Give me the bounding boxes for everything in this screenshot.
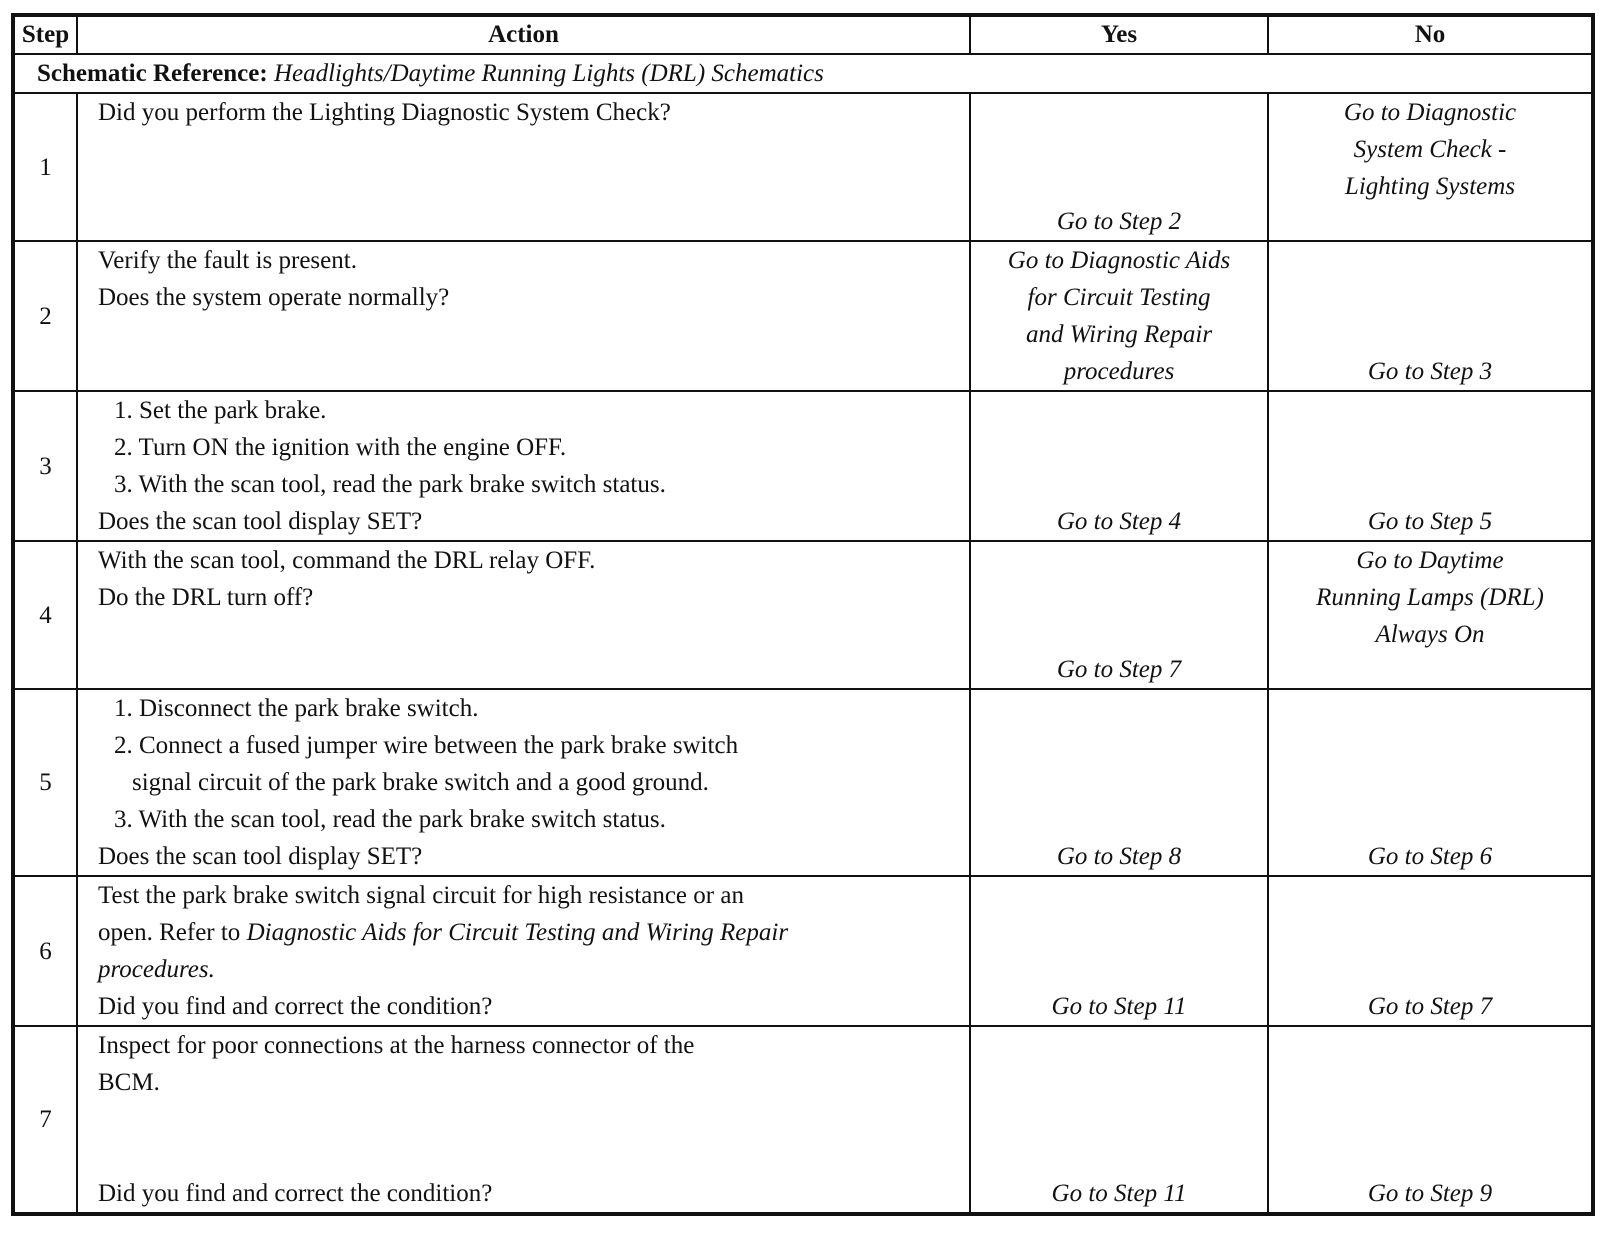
step-number: 3 bbox=[13, 391, 77, 541]
header-yes: Yes bbox=[970, 15, 1268, 54]
no-link-line[interactable]: Go to Daytime bbox=[1356, 547, 1504, 574]
yes-cell bbox=[970, 1026, 1268, 1214]
yes-link[interactable]: Go to Step 8 bbox=[1056, 843, 1182, 870]
schematic-reference-label: Schematic Reference: bbox=[37, 60, 268, 87]
no-cell bbox=[1268, 241, 1593, 391]
action-substep: 2. Turn ON the ignition with the engine OFF. bbox=[114, 434, 567, 461]
no-cell bbox=[1268, 391, 1593, 541]
no-cell bbox=[1268, 876, 1593, 1026]
table-row-step-4 bbox=[13, 541, 1593, 689]
action-cell bbox=[77, 391, 970, 541]
yes-link[interactable]: Go to Step 11 bbox=[1051, 993, 1187, 1020]
table-row-step-3 bbox=[13, 391, 1593, 541]
yes-link-line[interactable]: Go to Diagnostic Aids bbox=[1007, 247, 1231, 274]
no-link-line[interactable]: System Check - bbox=[1353, 136, 1507, 163]
yes-cell bbox=[970, 93, 1268, 241]
action-text: Test the park brake switch signal circuit for high resistance or an bbox=[98, 882, 744, 909]
yes-link[interactable]: Go to Step 11 bbox=[1051, 1180, 1187, 1207]
action-substep-continued: signal circuit of the park brake switch and a good ground. bbox=[132, 769, 709, 796]
no-link[interactable]: Go to Step 6 bbox=[1367, 843, 1493, 870]
action-text: BCM. bbox=[98, 1069, 160, 1096]
action-text-line bbox=[98, 914, 961, 951]
action-refer-text: open. Refer to bbox=[98, 919, 247, 946]
action-cell bbox=[77, 689, 970, 876]
action-substep: 1. Set the park brake. bbox=[114, 397, 327, 424]
table-row-step-7 bbox=[13, 1026, 1593, 1214]
no-link-line[interactable]: Go to Diagnostic bbox=[1343, 99, 1517, 126]
step-number: 1 bbox=[13, 93, 77, 241]
action-substep: 2. Connect a fused jumper wire between the park brake switch bbox=[114, 732, 739, 759]
action-substep: 3. With the scan tool, read the park brake switch status. bbox=[114, 471, 666, 498]
diagnostic-table bbox=[11, 13, 1595, 1216]
no-link[interactable]: Go to Step 7 bbox=[1367, 993, 1493, 1020]
action-question: Does the system operate normally? bbox=[98, 284, 450, 311]
action-cell bbox=[77, 876, 970, 1026]
diagnostic-aids-link[interactable]: Diagnostic Aids for Circuit Testing and Wiring Repair bbox=[246, 919, 789, 946]
yes-link[interactable]: Go to Step 7 bbox=[1056, 656, 1182, 683]
yes-cell bbox=[970, 241, 1268, 391]
no-cell bbox=[1268, 1026, 1593, 1214]
diagnostic-aids-link-continued[interactable]: procedures. bbox=[98, 956, 215, 983]
yes-link[interactable]: Go to Step 4 bbox=[1056, 508, 1182, 535]
action-question: Did you find and correct the condition? bbox=[98, 1180, 493, 1207]
header-step: Step bbox=[13, 15, 77, 54]
yes-link-line[interactable]: procedures bbox=[1063, 358, 1175, 385]
schematic-reference-link[interactable]: Headlights/Daytime Running Lights (DRL) Schematics bbox=[273, 60, 824, 87]
header-action: Action bbox=[77, 15, 970, 54]
yes-cell bbox=[970, 391, 1268, 541]
table-row-step-2 bbox=[13, 241, 1593, 391]
yes-cell bbox=[970, 541, 1268, 689]
diagnostic-table-container bbox=[11, 13, 1595, 1216]
schematic-reference-row bbox=[13, 54, 1593, 93]
yes-link-line[interactable]: and Wiring Repair bbox=[1025, 321, 1213, 348]
action-text: Did you perform the Lighting Diagnostic System Check? bbox=[98, 99, 671, 126]
action-text: With the scan tool, command the DRL relay OFF. bbox=[98, 547, 596, 574]
table-row-step-1 bbox=[13, 93, 1593, 241]
no-cell bbox=[1268, 689, 1593, 876]
action-spacer bbox=[98, 1101, 961, 1138]
no-cell bbox=[1268, 93, 1593, 241]
action-question: Does the scan tool display SET? bbox=[98, 508, 423, 535]
action-cell bbox=[77, 1026, 970, 1214]
action-substep: 1. Disconnect the park brake switch. bbox=[114, 695, 479, 722]
step-number: 2 bbox=[13, 241, 77, 391]
step-number: 5 bbox=[13, 689, 77, 876]
no-link[interactable]: Go to Step 3 bbox=[1367, 358, 1493, 385]
no-link[interactable]: Go to Step 5 bbox=[1367, 508, 1493, 535]
action-text: Verify the fault is present. bbox=[98, 247, 357, 274]
header-row bbox=[13, 15, 1593, 54]
no-link-line[interactable]: Always On bbox=[1375, 621, 1485, 648]
action-question: Do the DRL turn off? bbox=[98, 584, 314, 611]
yes-cell bbox=[970, 876, 1268, 1026]
yes-cell bbox=[970, 689, 1268, 876]
yes-link[interactable]: Go to Step 2 bbox=[1056, 208, 1182, 235]
step-number: 6 bbox=[13, 876, 77, 1026]
step-number: 4 bbox=[13, 541, 77, 689]
action-substep: 3. With the scan tool, read the park brake switch status. bbox=[114, 806, 666, 833]
no-link-line[interactable]: Running Lamps (DRL) bbox=[1316, 584, 1544, 611]
action-cell bbox=[77, 241, 970, 391]
no-link-line[interactable]: Lighting Systems bbox=[1344, 173, 1516, 200]
no-link[interactable]: Go to Step 9 bbox=[1367, 1180, 1493, 1207]
action-question: Does the scan tool display SET? bbox=[98, 843, 423, 870]
schematic-reference bbox=[13, 54, 1593, 93]
no-cell bbox=[1268, 541, 1593, 689]
action-question: Did you find and correct the condition? bbox=[98, 993, 493, 1020]
table-row-step-5 bbox=[13, 689, 1593, 876]
action-spacer bbox=[98, 1138, 961, 1175]
action-cell bbox=[77, 93, 970, 241]
action-text: Inspect for poor connections at the harness connector of the bbox=[98, 1032, 695, 1059]
header-no: No bbox=[1268, 15, 1593, 54]
yes-link-line[interactable]: for Circuit Testing bbox=[1027, 284, 1211, 311]
table-row-step-6 bbox=[13, 876, 1593, 1026]
action-cell bbox=[77, 541, 970, 689]
step-number: 7 bbox=[13, 1026, 77, 1214]
